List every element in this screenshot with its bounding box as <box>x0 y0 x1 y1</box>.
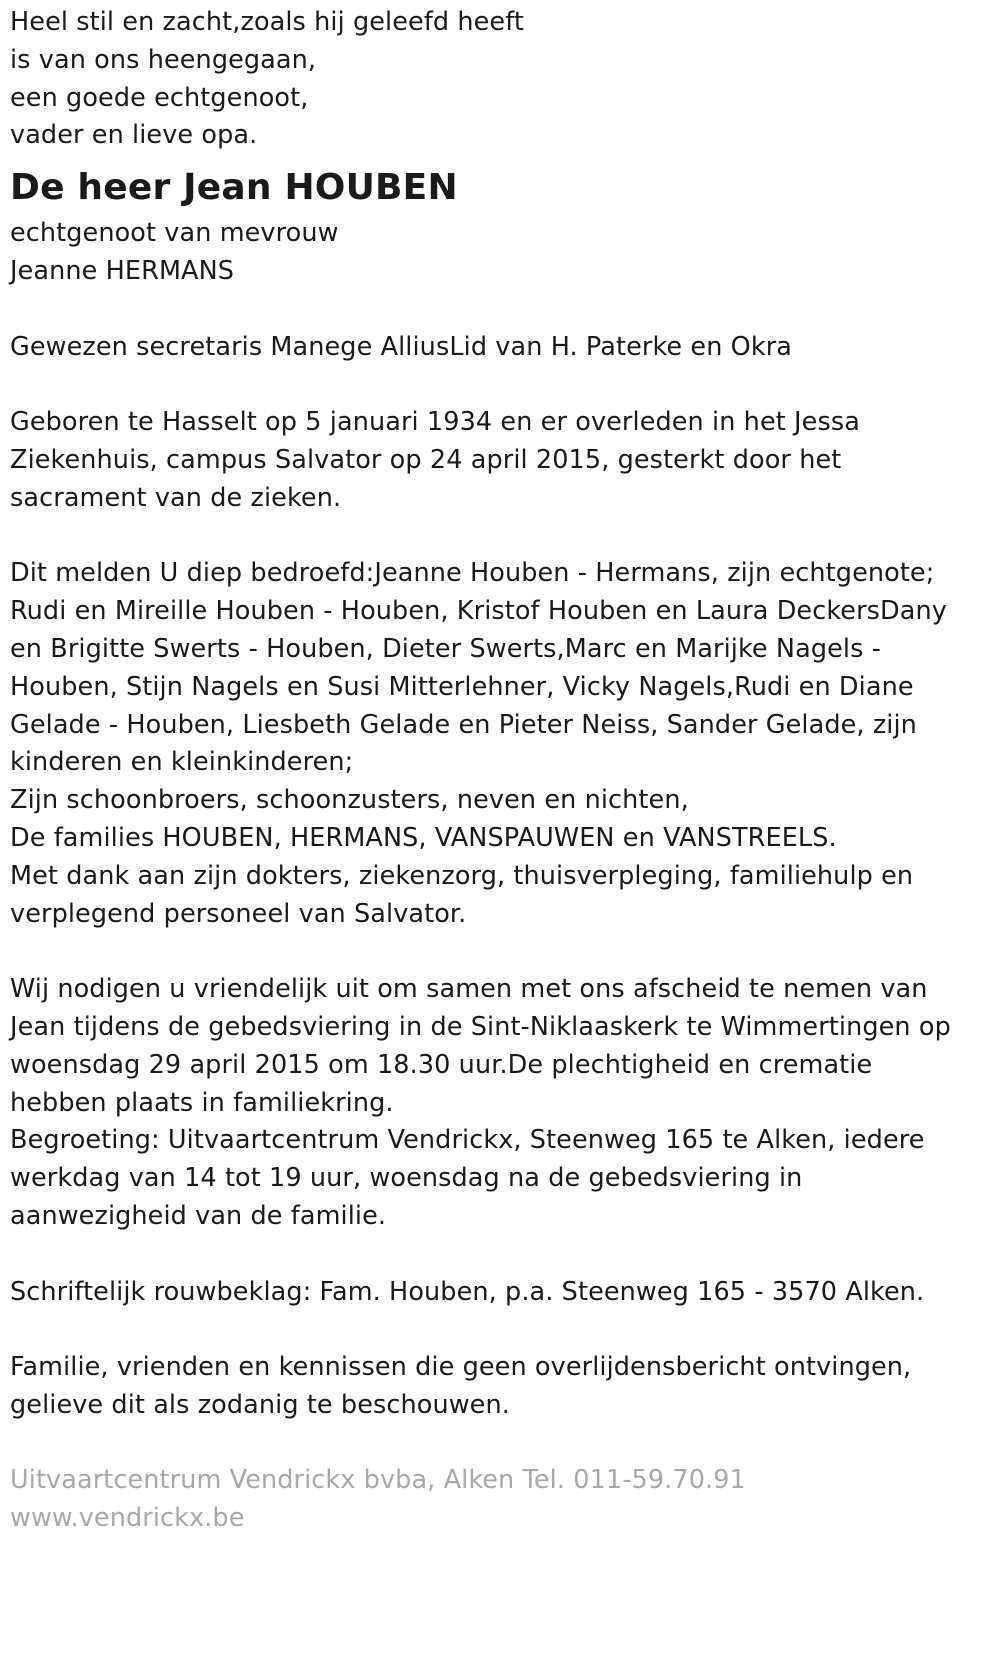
paragraph-line: Geboren te Hasselt op 5 januari 1934 en er overleden in het Jessa <box>10 407 860 438</box>
paragraph-line: Familie, vrienden en kennissen die geen overlijdensbericht ontvingen, <box>10 1352 912 1383</box>
footer <box>10 1462 995 1538</box>
spouse-line: echtgenoot van mevrouw <box>10 218 339 249</box>
paragraph-line: De families HOUBEN, HERMANS, VANSPAUWEN en VANSTREELS. <box>10 822 837 853</box>
paragraph-line: gelieve dit als zodanig te beschouwen. <box>10 1389 510 1420</box>
obituary-notice <box>10 4 995 1538</box>
notice-paragraph <box>10 1349 995 1425</box>
paragraph-line: kinderen en kleinkinderen; <box>10 747 354 778</box>
birth-death-paragraph <box>10 404 995 517</box>
paragraph-line: woensdag 29 april 2015 om 18.30 uur.De plechtigheid en crematie <box>10 1049 873 1080</box>
paragraph-line: verplegend personeel van Salvator. <box>10 898 467 929</box>
spacer <box>10 291 995 329</box>
spouse-name: Jeanne HERMANS <box>10 255 235 286</box>
paragraph-line: sacrament van de zieken. <box>10 482 342 513</box>
spacer <box>10 366 995 404</box>
paragraph-line: Jean tijdens de gebedsviering in de Sint-Niklaaskerk te Wimmertingen op <box>10 1011 951 1042</box>
intro-line: een goede echtgenoot, <box>10 82 309 113</box>
paragraph-line: Dit melden U diep bedroefd:Jeanne Houben - Hermans, zijn echtgenote; <box>10 558 935 589</box>
paragraph-line: Houben, Stijn Nagels en Susi Mitterlehner, Vicky Nagels,Rudi en Diane <box>10 671 914 702</box>
paragraph-line: Met dank aan zijn dokters, ziekenzorg, thuisverpleging, familiehulp en <box>10 860 914 891</box>
family-paragraph <box>10 555 995 933</box>
spacer <box>10 1425 995 1463</box>
deceased-name: De heer Jean HOUBEN <box>10 167 458 209</box>
intro-line: Heel stil en zacht,zoals hij geleefd heeft <box>10 7 524 37</box>
spacer <box>10 1311 995 1349</box>
paragraph-line: Rudi en Mireille Houben - Houben, Kristof Houben en Laura DeckersDany <box>10 596 947 627</box>
spacer <box>10 933 995 971</box>
paragraph-line: Gelade - Houben, Liesbeth Gelade en Pieter Neiss, Sander Gelade, zijn <box>10 709 917 740</box>
condolence-address: Schriftelijk rouwbeklag: Fam. Houben, p.a. Steenweg 165 - 3570 Alken. <box>10 1276 925 1307</box>
paragraph-line: aanwezigheid van de familie. <box>10 1200 387 1231</box>
spacer <box>10 518 995 556</box>
paragraph-line: en Brigitte Swerts - Houben, Dieter Swerts,Marc en Marijke Nagels - <box>10 633 881 664</box>
paragraph-line: Zijn schoonbroers, schoonzusters, neven en nichten, <box>10 785 689 816</box>
intro-poem <box>10 4 995 155</box>
paragraph-line: hebben plaats in familiekring. <box>10 1087 394 1118</box>
paragraph-line: Begroeting: Uitvaartcentrum Vendrickx, Steenweg 165 te Alken, iedere <box>10 1125 925 1156</box>
paragraph-line: werkdag van 14 tot 19 uur, woensdag na de gebedsviering in <box>10 1163 803 1194</box>
website-link[interactable]: www.vendrickx.be <box>10 1503 245 1534</box>
funeral-home-contact: Uitvaartcentrum Vendrickx bvba, Alken Tel. 011-59.70.91 <box>10 1465 746 1496</box>
intro-line: vader en lieve opa. <box>10 120 258 151</box>
ceremony-paragraph <box>10 971 995 1236</box>
paragraph-line: Ziekenhuis, campus Salvator op 24 april 2015, gesterkt door het <box>10 444 842 475</box>
spacer <box>10 1236 995 1274</box>
intro-line: is van ons heengegaan, <box>10 44 317 75</box>
paragraph-line: Wij nodigen u vriendelijk uit om samen met ons afscheid te nemen van <box>10 974 928 1005</box>
memberships: Gewezen secretaris Manege AlliusLid van H. Paterke en Okra <box>10 331 793 362</box>
